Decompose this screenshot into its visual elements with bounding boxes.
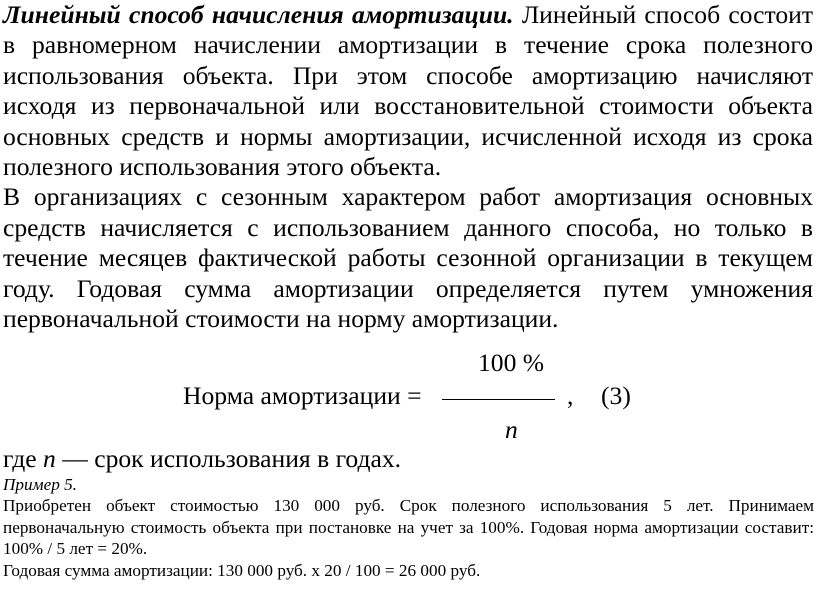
section-heading: Линейный способ начисления амортизации. <box>3 0 514 29</box>
equation-number: (3) <box>601 381 631 410</box>
where-text: — срок использования в годах. <box>62 444 402 473</box>
where-prefix: где <box>3 444 37 473</box>
formula-numerator: 100 % <box>478 348 545 377</box>
formula-denominator: n <box>505 415 518 444</box>
paragraph-1-text: Линейный способ состоит в равномерном начислении амортизации в течение срока полезного использования объекта. При этом способе амортизацию начисляют исходя из первоначальной или восстановительной стоимости объекта основных средств и нормы амортизации, исчисленной исходя из срока полезного использования этого объекта. <box>3 0 814 182</box>
main-text <box>3 0 813 334</box>
fraction-bar <box>442 399 555 400</box>
paragraph-1 <box>3 0 813 182</box>
where-variable: n <box>43 444 56 473</box>
formula <box>0 341 816 446</box>
example-title: Пример 5. <box>3 475 77 494</box>
formula-label: Норма амортизации = <box>183 381 422 410</box>
example-line-2: Годовая сумма амортизации: 130 000 руб. х 20 / 100 = 26 000 руб. <box>3 560 481 580</box>
paragraph-2: В организациях с сезонным характером работ амортизация основных средств начисляется с использованием данного способа, но только в течение месяцев фактической работы сезонной организации в текущем году. Годовая сумма амортизации определяется путем умножения первоначальной стоимости на норму амортизации. <box>3 182 813 334</box>
where-line <box>3 444 401 474</box>
formula-comma: , <box>567 381 574 410</box>
example-line-1: Приобретен объект стоимостью 130 000 руб. Срок полезного использования 5 лет. Принимаем первоначальную стоимость объекта при постановке на учет за 100%. Годовая норма амортизации составит: 100% / 5 лет = 20%. <box>3 496 814 559</box>
example-block <box>3 474 814 581</box>
